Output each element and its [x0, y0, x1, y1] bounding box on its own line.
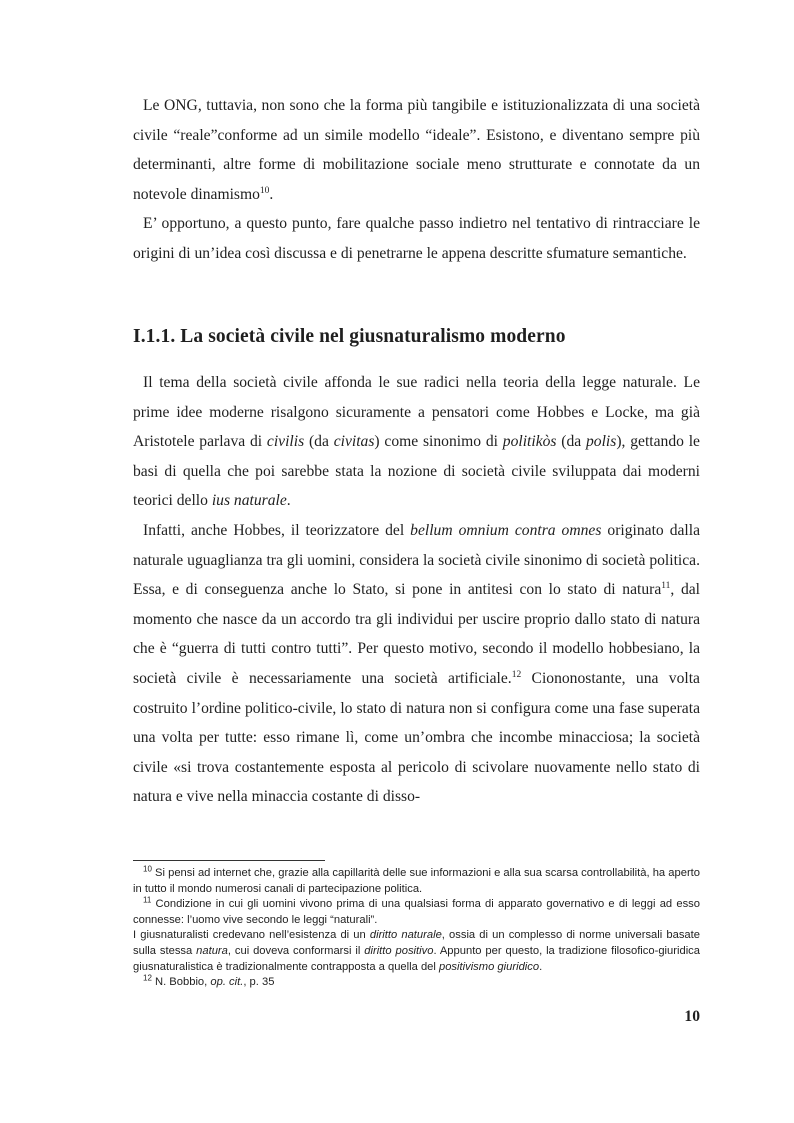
intro-text [133, 91, 700, 269]
text-run: ) come sinonimo di [374, 433, 503, 451]
text-run: originato dalla naturale uguaglianza tra gli uomini, considera la società civile sinonimo di società politica. Essa, e di conseguenza anche lo Stato, si pone in antitesi con lo stato di natura [133, 521, 700, 599]
text-run: Infatti, anche Hobbes, il teorizzatore del [143, 521, 411, 539]
footnote-reference: 10 [259, 185, 270, 196]
italic-term: op. cit. [210, 976, 244, 989]
italic-term: diritto positivo [364, 944, 434, 957]
text-run: . Appunto per questo, la tradizione filosofico-giuridica giusnaturalistica è tradizionalmente contrapposta a quella del [133, 944, 700, 973]
text-run: , dal momento che nasce da un accordo tra gli individui per uscire proprio dallo stato di natura che è “guerra di tutti contro tutti”. Per questo motivo, secondo il modello hobbesiano, la società civile è necessariamente una società artificiale. [133, 581, 700, 687]
italic-term: natura [196, 944, 228, 957]
text-run: Si pensi ad internet che, grazie alla capillarità delle sue informazioni e alla sua scarsa controllabilità, ha aperto in tutto il mondo numerosi canali di partecipazione politica. [133, 867, 700, 895]
paragraph [133, 368, 700, 516]
text-run: ), gettando le basi di quella che poi sarebbe stata la nozione di società civile sviluppata dai moderni teorici dello [133, 433, 700, 510]
footnote-item [133, 897, 700, 928]
section-text [133, 368, 700, 812]
text-run: , ossia di un complesso di norme universali basate sulla stessa [133, 929, 700, 957]
italic-term: civilis [266, 433, 305, 451]
text-run: E’ opportuno, a questo punto, fare qualche passo indietro nel tentativo di rintracciare le origini di un’idea così discussa e di penetrarne le appena descritte sfumature semantiche. [133, 215, 700, 262]
page-number: 10 [684, 1008, 700, 1025]
text-run: (da [556, 433, 586, 451]
footnote-number: 11 [143, 895, 152, 905]
text-run: . [286, 492, 291, 510]
footnote-number: 12 [143, 973, 152, 983]
text-run: N. Bobbio, [151, 976, 211, 989]
footnote-reference: 11 [661, 580, 671, 591]
italic-term: civitas [333, 433, 375, 451]
text-run: , p. 35 [243, 976, 275, 989]
footnote-reference: 12 [511, 669, 522, 680]
text-run: (da [304, 433, 334, 451]
text-run: Le ONG, tuttavia, non sono che la forma più tangibile e istituzionalizzata di una società civile “reale”conforme ad un simile modello “ideale”. Esistono, e diventano sempre più determinanti, altre forme di mobilitazione sociale meno strutturate e connotate da un notevole dinamismo [133, 97, 700, 203]
section-heading: I.1.1. La società civile nel giusnaturalismo moderno [133, 326, 566, 347]
italic-term: polis [586, 433, 617, 451]
footnote-item [133, 975, 700, 991]
text-run: Ciononostante, una volta costruito l’ordine politico-civile, lo stato di natura non si configura come una fase superata una volta per tutte: esso rimane lì, come un’ombra che incombe minacciosa; la società civile «si trova costantemente esposta al pericolo di scivolare nuovamente nello stato di natura e vive nella minaccia costante di disso- [133, 669, 700, 806]
text-run: . [269, 185, 274, 203]
italic-term: diritto naturale [369, 929, 442, 942]
text-run: , cui doveva conformarsi il [227, 944, 365, 957]
paragraph [133, 91, 700, 209]
paragraph [133, 209, 700, 268]
text-run: I giusnaturalisti credevano nell’esistenza di un [133, 929, 370, 942]
text-run: Condizione in cui gli uomini vivono prima di una qualsiasi forma di apparato governativo e di leggi ad esso connesse: l’uomo vive secondo le leggi “naturali”. [133, 898, 700, 926]
paragraph [133, 516, 700, 812]
footnote-item [133, 866, 700, 897]
italic-term: politikòs [502, 433, 557, 451]
footnote-separator [133, 860, 325, 861]
text-run: . [539, 960, 543, 973]
footnotes [133, 866, 700, 991]
footnote-item [133, 928, 700, 975]
italic-term: ius naturale [211, 492, 287, 510]
italic-term: bellum omnium contra omnes [410, 521, 602, 539]
footnote-number: 10 [143, 864, 152, 874]
italic-term: positivismo giuridico [438, 960, 540, 973]
text-run: Il tema della società civile affonda le sue radici nella teoria della legge naturale. Le prime idee moderne risalgono sicuramente a pensatori come Hobbes e Locke, ma già Aristotele parlava di [133, 374, 700, 451]
